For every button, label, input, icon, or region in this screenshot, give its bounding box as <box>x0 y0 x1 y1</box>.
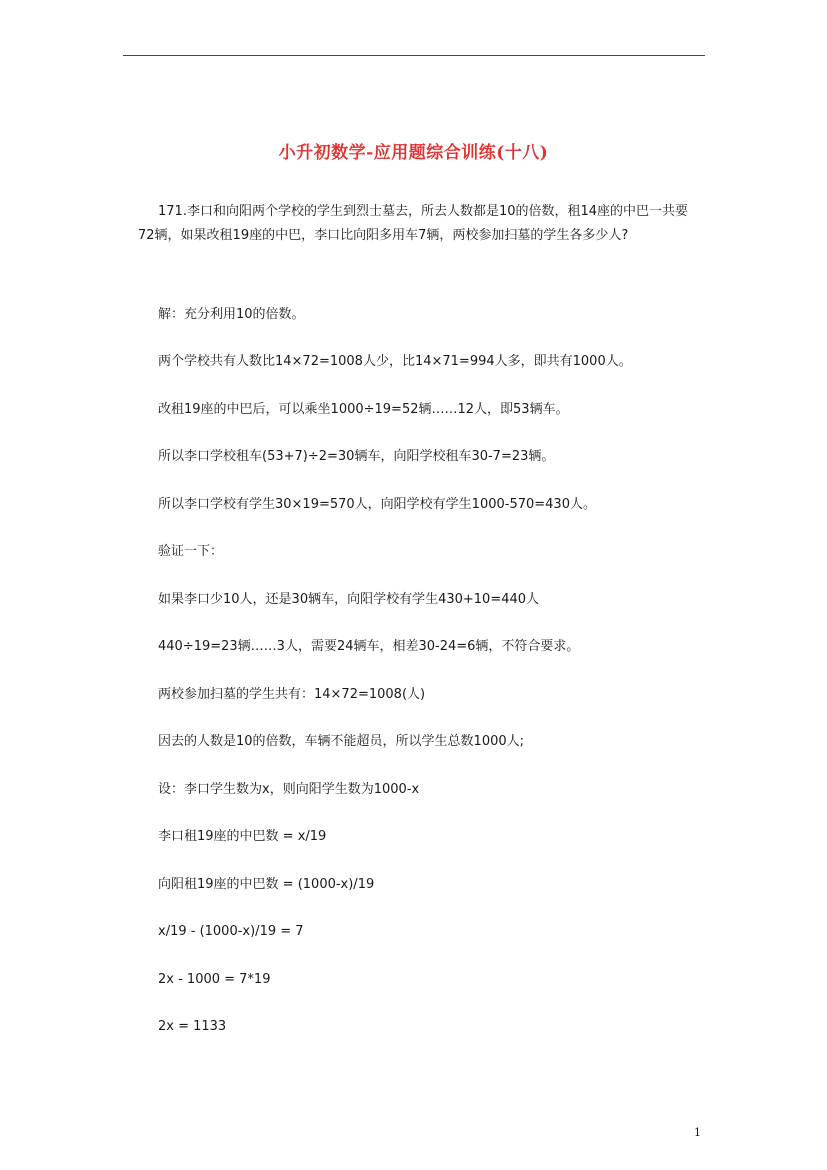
solution-line: 验证一下： <box>158 544 224 559</box>
page-title: 小升初数学-应用题综合训练(十八) <box>278 143 549 163</box>
page-number: 1 <box>694 1126 701 1139</box>
solution-line: 所以李口学校租车(53+7)÷2=30辆车，向阳学校租车30-7=23辆。 <box>158 449 555 464</box>
solution-line: 设：李口学生数为x，则向阳学生数为1000-x <box>158 782 420 797</box>
solution-line: x/19 - (1000-x)/19 = 7 <box>158 924 304 939</box>
solution-line: 440÷19=23辆……3人，需要24辆车，相差30-24=6辆，不符合要求。 <box>158 639 580 654</box>
solution-line: 2x - 1000 = 7*19 <box>158 972 271 987</box>
solution-line: 所以李口学校有学生30×19=570人，向阳学校有学生1000-570=430人。 <box>158 497 596 512</box>
solution-line: 2x = 1133 <box>158 1019 227 1034</box>
solution-line: 两校参加扫墓的学生共有：14×72=1008(人) <box>158 687 426 702</box>
solution-line: 李口租19座的中巴数 = x/19 <box>158 829 327 844</box>
problem-text: 171.李口和向阳两个学校的学生到烈士墓去，所去人数都是10的倍数，租14座的中巴一共要72辆，如果改租19座的中巴，李口比向阳多用车7辆，两校参加扫墓的学生各多少人? <box>138 204 689 243</box>
solution-line: 向阳租19座的中巴数 = (1000-x)/19 <box>158 877 375 892</box>
solution-line: 改租19座的中巴后，可以乘坐1000÷19=52辆……12人，即53辆车。 <box>158 402 569 417</box>
solution-line: 如果李口少10人，还是30辆车，向阳学校有学生430+10=440人 <box>158 592 540 607</box>
header-rule <box>123 55 705 56</box>
solution-line: 解：充分利用10的倍数。 <box>158 307 305 322</box>
solution-line: 两个学校共有人数比14×72=1008人少，比14×71=994人多，即共有1000人。 <box>158 354 632 369</box>
solution-line: 因去的人数是10的倍数，车辆不能超员，所以学生总数1000人; <box>158 734 525 749</box>
